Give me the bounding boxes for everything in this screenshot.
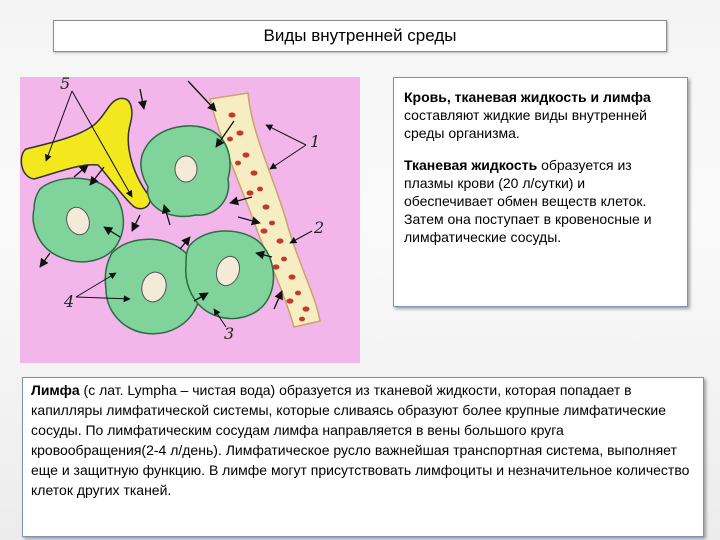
label-3: 3 xyxy=(224,324,235,343)
label-2: 2 xyxy=(314,218,325,237)
label-1: 1 xyxy=(310,132,321,151)
title-text: Виды внутренней среды xyxy=(263,26,457,45)
page-title xyxy=(53,20,667,52)
lymph-box xyxy=(22,377,704,537)
info-box xyxy=(393,77,688,307)
cell-left xyxy=(33,178,123,262)
lymph-bold: Лимфа xyxy=(31,382,80,398)
info-p1-text: составляют жидкие виды внутренней среды организма. xyxy=(404,107,647,141)
info-p2-bold: Тканевая жидкость xyxy=(404,157,538,173)
cell-top-right xyxy=(141,126,230,217)
lymph-text: (с лат. Lympha – чистая вода) образуется из тканевой жидкости, которая попадает в капилляры лимфатической системы, которые сливаясь образуют более крупные лимфатические сосуды. По лимфатическим сосудам лимфа направляется в вены большого круга кровообращения(2-4 л/день). Лимфатическое русло важнейшая транспортная система, выполняет еще и защитную функцию. В лимфе могут присутствовать лимфоциты и незначительное количество клеток других тканей. xyxy=(31,382,690,498)
info-paragraph-1 xyxy=(404,88,677,142)
info-paragraph-2 xyxy=(404,156,677,246)
info-p1-bold: Кровь, тканевая жидкость и лимфа xyxy=(404,89,651,105)
label-5: 5 xyxy=(60,77,71,93)
info-p2-text: образуется из плазмы крови (20 л/сутки) и обеспечивает обмен веществ клеток. Затем она поступает в кровеносные и лимфатические сосуды. xyxy=(404,157,652,245)
label-4: 4 xyxy=(64,292,75,311)
diagram-svg xyxy=(20,77,360,363)
internal-environment-diagram xyxy=(20,77,360,363)
cell-bottom-right xyxy=(186,231,274,319)
